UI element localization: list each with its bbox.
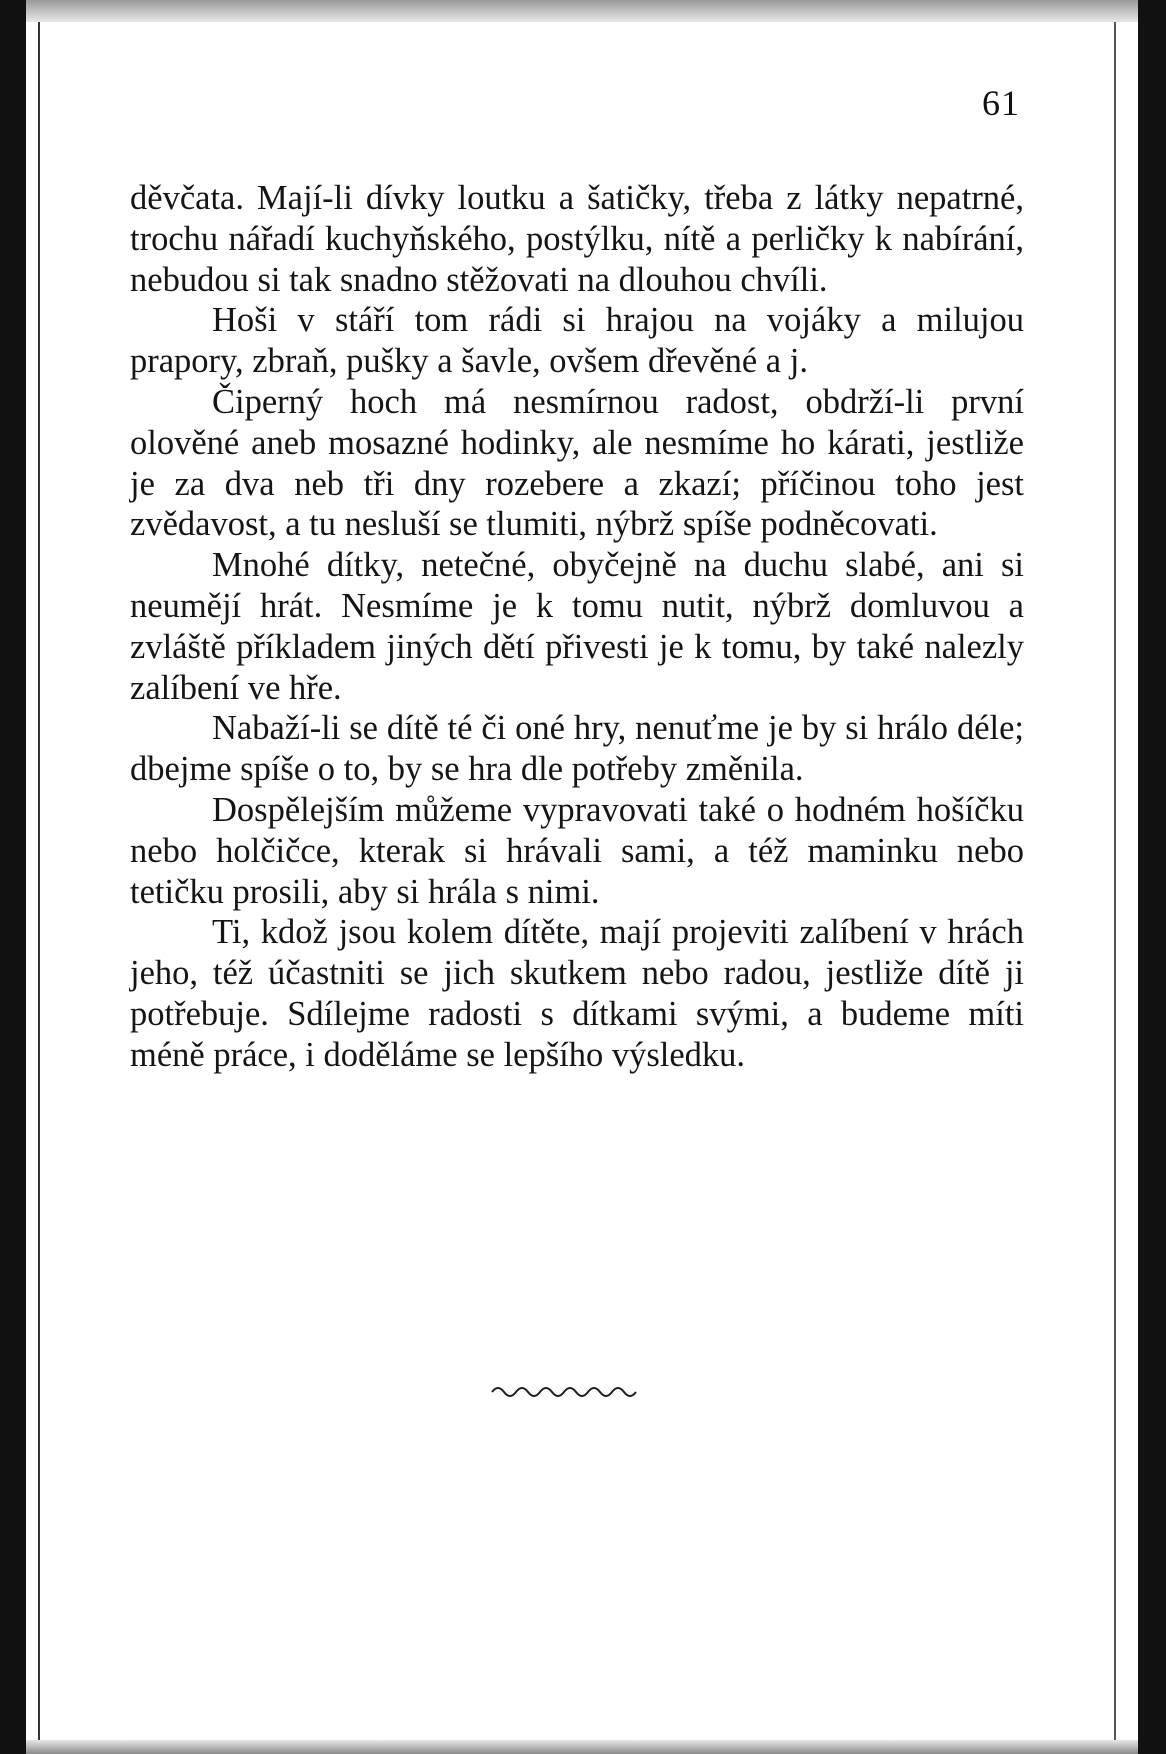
paragraph-1: děvčata. Mají-li dívky loutku a šatičky, třeba z látky nepatrné, trochu nářadí kuchyňského, postýlku, nítě a perličky k nabírání, nebudou si tak snadno stěžovati na dlouhou chvíli. bbox=[130, 179, 1024, 299]
paragraph-2: Hoši v stáří tom rádi si hrajou na vojáky a milujou prapory, zbraň, pušky a šavle, ovšem dřevěné a j. bbox=[130, 301, 1024, 381]
page-number: 61 bbox=[982, 83, 1020, 123]
paragraph-5: Nabaží-li se dítě té či oné hry, nenuťme je by si hrálo déle; dbejme spíše o to, by se hra dle potřeby změnila. bbox=[130, 709, 1024, 789]
paragraph-7: Ti, kdož jsou kolem dítěte, mají projeviti zalíbení v hrách jeho, též účastniti se jich skutkem nebo radou, jestliže dítě ji potřebuje. Sdílejme radosti s dítkami svými, a budeme míti méně práce, i doděláme se lepšího výsledku. bbox=[130, 913, 1024, 1074]
page-body bbox=[130, 178, 1024, 1076]
wavy-line-ornament-icon bbox=[490, 1380, 640, 1404]
paragraph-6: Dospělejším můžeme vypravovati také o hodném hošíčku nebo holčičce, kterak si hrávali sami, a též maminku nebo tetičku prosili, aby si hrála s nimi. bbox=[130, 790, 1024, 911]
paragraph-4: Mnohé dítky, netečné, obyčejně na duchu slabé, ani si neumějí hrát. Nesmíme je k tomu nutit, nýbrž domluvou a zvláště příkladem jiných dětí přivesti je k tomu, by také nalezly zalíbení ve hře. bbox=[130, 546, 1024, 707]
bottom-scan-edge bbox=[26, 1740, 1138, 1754]
right-page-edge bbox=[1114, 22, 1116, 1740]
left-page-edge bbox=[38, 22, 40, 1740]
top-scan-edge bbox=[26, 0, 1138, 22]
left-scan-border bbox=[0, 0, 26, 1754]
right-scan-border bbox=[1138, 0, 1166, 1754]
paragraph-3: Čiperný hoch má nesmírnou radost, obdrží-li první olověné aneb mosazné hodinky, ale nesmíme ho kárati, jestliže je za dva neb tři dny rozebere a zkazí; příčinou toho jest zvědavost, a tu nesluší se tlumiti, nýbrž spíše podněcovati. bbox=[130, 382, 1024, 544]
